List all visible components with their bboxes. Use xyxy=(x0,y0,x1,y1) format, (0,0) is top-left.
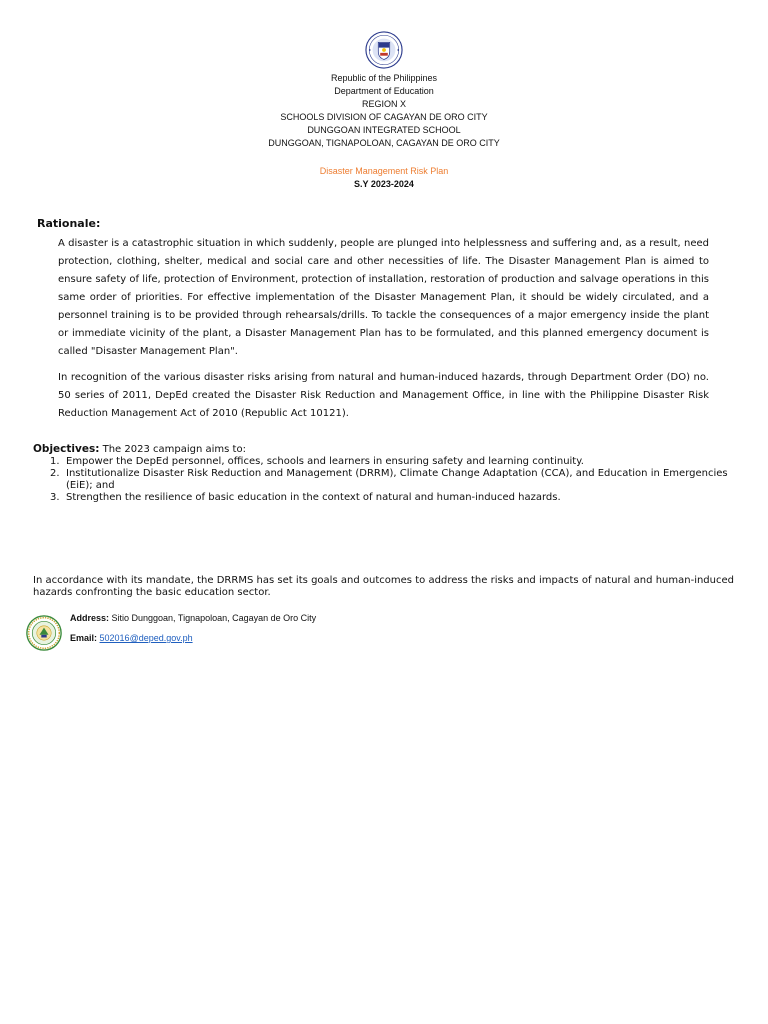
address-label: Address: xyxy=(70,613,110,623)
rationale-paragraph-1: A disaster is a catastrophic situation in which suddenly, people are plunged into helplessness and suffering and, as a result, need protection, clothing, shelter, medical and social care and other necessities of life. The Disaster Management Plan is aimed to ensure safety of life, protection of Environment, protection of installation, restoration of production and salvage operations in this same order of priorities. For effective implementation of the Disaster Management Plan, it should be widely circulated, and a personnel training is to be provided through rehearsals/drills. To tackle the consequences of a major emergency inside the plant or immediate vicinity of the plant, a Disaster Management Plan has to be formulated, and this planned emergency document is called "Disaster Management Plan". xyxy=(58,238,709,357)
list-item xyxy=(33,456,738,468)
objectives-intro xyxy=(33,443,738,456)
list-item-text: Strengthen the resilience of basic education in the context of natural and human-induced hazards. xyxy=(66,492,561,503)
school-year: S.Y 2023-2024 xyxy=(354,179,414,189)
mandate-paragraph: In accordance with its mandate, the DRRMS has set its goals and outcomes to address the risks and impacts of natural and human-induced hazards confronting the basic education sector. xyxy=(33,575,734,598)
rationale-paragraph-2: In recognition of the various disaster risks arising from natural and human-induced hazards, through Department Order (DO) no. 50 series of 2011, DepEd created the Disaster Risk Reduction and Management Office, in line with the Philippine Disaster Risk Reduction Management Act of 2010 (Republic Act 10121). xyxy=(58,372,709,419)
list-item-number: 3. xyxy=(50,492,60,503)
letterhead xyxy=(0,72,768,150)
school-seal-icon xyxy=(26,615,62,651)
plan-title: Disaster Management Risk Plan xyxy=(319,166,449,176)
list-item-number: 1. xyxy=(50,456,60,467)
objectives-intro-text: The 2023 campaign aims to: xyxy=(99,444,246,455)
list-item-text: Empower the DepEd personnel, offices, schools and learners in ensuring safety and learning continuity. xyxy=(66,456,584,467)
header-line-school: DUNGGOAN INTEGRATED SCHOOL xyxy=(307,125,461,135)
header-line-country: Republic of the Philippines xyxy=(330,73,438,83)
email-link[interactable]: 502016@deped.gov.ph xyxy=(99,633,193,643)
deped-seal-icon xyxy=(365,31,403,69)
address-value: Sitio Dunggoan, Tignapoloan, Cagayan de Oro City xyxy=(109,613,317,623)
email-label: Email: xyxy=(70,633,98,643)
list-item-number: 2. xyxy=(50,468,60,479)
objectives-section xyxy=(33,443,738,504)
rationale-heading: Rationale: xyxy=(37,217,101,230)
header-line-division: SCHOOLS DIVISION OF CAGAYAN DE ORO CITY xyxy=(280,112,488,122)
footer-email xyxy=(70,633,193,643)
objectives-list xyxy=(33,456,738,504)
footer-address xyxy=(70,613,316,623)
header-line-location: DUNGGOAN, TIGNAPOLOAN, CAGAYAN DE ORO CITY xyxy=(268,138,500,148)
list-item-text: Institutionalize Disaster Risk Reduction and Management (DRRM), Climate Change Adaptation (CCA), and Education in Emergencies (EiE); and xyxy=(66,468,728,491)
list-item xyxy=(33,468,738,492)
header-line-region: REGION X xyxy=(361,99,406,109)
list-item xyxy=(33,492,738,504)
objectives-label: Objectives: xyxy=(33,443,100,455)
header-line-department: Department of Education xyxy=(334,86,434,96)
